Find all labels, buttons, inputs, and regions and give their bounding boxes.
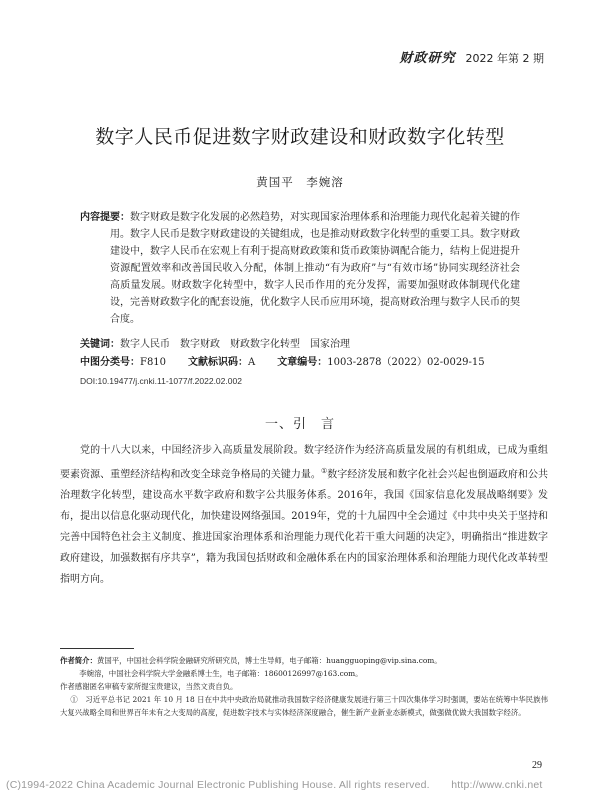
copyright-watermark: (C)1994-2022 China Academic Journal Electronic Publishing House. All rights reserved. http://www.cnki.net [6,779,543,791]
abstract [80,209,520,328]
article-authors: 黄国平 李婉溶 [256,175,344,189]
clc-item [80,355,166,371]
doi: DOI:10.19477/j.cnki.11-1077/f.2022.02.002 [80,376,242,386]
page-number: 29 [532,760,542,771]
article-no-label: 文章编号： [277,357,328,368]
author-thanks: 作者感谢匿名审稿专家所提宝贵建议，当然文责自负。 [60,682,238,691]
article-no-item [277,355,484,371]
doc-code-value: A [248,357,256,368]
footnote-divider [60,648,134,649]
journal-issue: 2022 年第 2 期 [465,52,544,65]
footnote-1-text: 习近平总书记 2021 年 10 月 18 日在中共中央政治局就推动我国数字经济健康发展进行第三十四次集体学习时强调，要站在统筹中华民族伟大复兴战略全局和世界百年未有之大变局的高度，促进数字技术与实体经济深度融合，催生新产业新业态新模式，做强做优做大我国数字经济。 [60,695,548,717]
section-body [60,440,548,590]
journal-logo: 财政研究 [399,51,456,66]
body-paragraph-part-1: 党的十八大以来，中国经济步入高质量发展阶段。数字经济作为经济高质量发展的有机组成，已成为重组要素资源、重塑经济结构和改变全球竞争格局的关键力量。 [60,445,548,481]
abstract-text: 数字财政是数字化发展的必然趋势，对实现国家治理体系和治理能力现代化起着关键的作用。数字人民币是数字财政建设的关键组成，也是推动财政数字化转型的重要工具。数字财政建设中，数字人民币在宏观上有利于提高财政政策和货币政策协调配合能力，结构上促进提升资源配置效率和改善国民收入分配，体制上推动“有为政府”与“有效市场”协同实现经济社会高质量发展。财政数字化转型中，数字人民币作用的充分发挥，需要加强财政体制现代化建设，完善财政数字化的配套设施，优化数字人民币应用环境，提高财政治理与数字人民币的契合度。 [110,212,520,325]
footnote-ref[interactable]: ① [320,467,328,475]
classification [80,355,540,371]
clc-label: 中图分类号： [80,357,140,368]
footnote-1 [60,693,548,719]
abstract-label: 内容提要： [80,212,130,223]
section-title: 一、引 言 [264,417,335,432]
footnotes [60,654,548,719]
article-no-value: 1003-2878（2022）02-0029-15 [327,357,485,368]
keywords-label: 关键词： [80,339,120,350]
author-info-text-1: 黄国平，中国社会科学院金融研究所研究员，博士生导师，电子邮箱：huangguoping@vip.sina.com。 [96,656,442,665]
doc-code-item [188,355,255,371]
clc-value: F810 [140,357,167,368]
author-info-1 [60,654,548,667]
journal-header [400,47,545,66]
author-info-2: 李婉溶，中国社会科学院大学金融系博士生，电子邮箱：18600126997@163.com。 [79,669,363,678]
author-info-label: 作者简介： [60,656,97,665]
footnote-1-marker: ① [70,695,78,704]
body-paragraph-part-2: 数字经济发展和数字化社会兴起也倒逼政府和公共治理数字化转型，建设高水平数字政府和数字公共服务体系。2016年，我国《国家信息化发展战略纲要》发布，提出以信息化驱动现代化，加快建设网络强国。2019年，党的十九届四中全会通过《中共中央关于坚持和完善中国特色社会主义制度、推进国家治理体系和治理能力现代化若干重大问题的决定》，明确指出“推进数字政府建设，加强数据有序共享”，籍为我国包括财政和金融体系在内的国家治理体系和治理能力现代化改革转型指明方向。 [60,469,549,586]
doc-code-label: 文献标识码： [188,357,249,368]
keywords-text: 数字人民币 数字财政 财政数字化转型 国家治理 [120,339,350,350]
article-title: 数字人民币促进数字财政建设和财政数字化转型 [95,126,505,148]
keywords [80,337,540,353]
